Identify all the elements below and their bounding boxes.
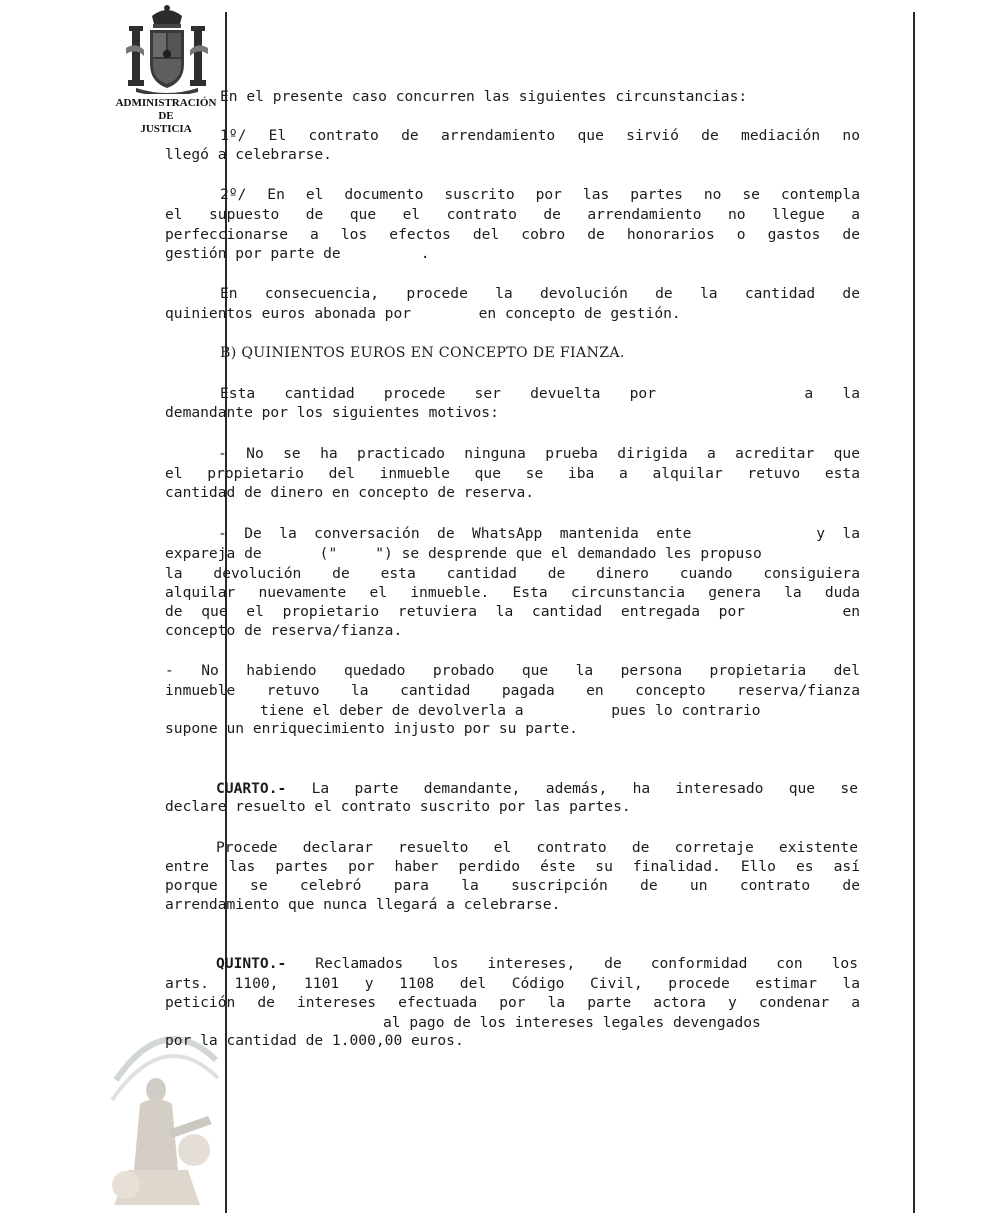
text-fragment: quinientos euros abonada por <box>165 305 412 322</box>
quinto-line-4 <box>383 1013 858 1032</box>
resolution-line-1: Procede declarar resuelto el contrato de corretaje existente <box>216 839 858 856</box>
reason-3-line-3 <box>165 701 857 720</box>
text-fragment: - De la conversación de WhatsApp mantenida ente <box>218 525 692 542</box>
resolution-line-2: entre las partes por haber perdido éste su finalidad. Ello es así <box>165 858 860 875</box>
org-line-2: DE <box>158 110 174 122</box>
reason-2-line-3: la devolución de esta cantidad de dinero cuando consiguiera <box>165 565 860 582</box>
reason-1-line-3: cantidad de dinero en concepto de reserva. <box>165 484 535 501</box>
text-fragment: La parte demandante, además, ha interesado que se <box>311 780 858 797</box>
org-line-3: JUSTICIA <box>140 123 192 135</box>
consequence-line-2 <box>165 304 857 323</box>
text-fragment: a la <box>804 385 860 402</box>
text-fragment: y la <box>816 525 860 542</box>
consequence-line-1: En consecuencia, procede la devolución de la cantidad de <box>220 285 860 302</box>
cuarto-line-1 <box>216 779 858 798</box>
text-fragment: expareja de <box>165 545 262 562</box>
circumstance-2-line-4 <box>165 244 857 263</box>
org-line-1: ADMINISTRACIÓN <box>115 97 217 109</box>
reason-3-line-2: inmueble retuvo la cantidad pagada en concepto reserva/fianza <box>165 682 860 699</box>
right-margin-rule <box>913 12 915 1213</box>
text-fragment: . <box>420 245 430 262</box>
quinto-line-2: arts. 1100, 1101 y 1108 del Código Civil, procede estimar la <box>165 975 860 992</box>
circumstance-1-line-2: llegó a celebrarse. <box>165 146 332 163</box>
reason-2-line-4: alquilar nuevamente el inmueble. Esta circunstancia genera la duda <box>165 584 860 601</box>
text-fragment: gestión por parte de <box>165 245 341 262</box>
text-fragment: en concepto de gestión. <box>478 305 681 322</box>
cuarto-heading: CUARTO.- <box>216 780 287 797</box>
court-administration-label <box>104 97 228 136</box>
resolution-line-4: arrendamiento que nunca llegará a celebrarse. <box>165 896 561 913</box>
circumstance-2-line-1: 2º/ En el documento suscrito por las partes no se contempla <box>220 186 860 203</box>
quinto-heading: QUINTO.- <box>216 955 287 972</box>
text-fragment: al pago de los intereses legales devengados <box>383 1014 761 1031</box>
text-fragment: ") se desprende que el demandado les propuso <box>375 545 762 562</box>
resolution-line-3: porque se celebró para la suscripción de un contrato de <box>165 877 860 894</box>
text-fragment: pues lo contrario <box>611 702 761 719</box>
reason-2-line-2 <box>165 544 857 563</box>
text-fragment: en <box>842 603 860 620</box>
reason-1-line-1: - No se ha practicado ninguna prueba dirigida a acreditar que <box>218 445 860 462</box>
text-fragment: tiene el deber de devolverla a <box>260 702 524 719</box>
text-fragment: Reclamados los intereses, de conformidad con los <box>315 955 858 972</box>
coat-of-arms-icon <box>122 2 212 94</box>
circumstance-2-line-2: el supuesto de que el contrato de arrendamiento no llegue a <box>165 206 860 223</box>
section-b-heading: B) QUINIENTOS EUROS EN CONCEPTO DE FIANZA. <box>220 345 625 361</box>
text-fragment: Esta cantidad procede ser devuelta por <box>220 385 656 402</box>
reason-2-line-1 <box>218 524 860 543</box>
reason-1-line-2: el propietario del inmueble que se iba a alquilar retuvo esta <box>165 465 860 482</box>
deposit-line-2: demandante por los siguientes motivos: <box>165 404 499 421</box>
reason-3-line-1: - No habiendo quedado probado que la persona propietaria del <box>165 662 860 679</box>
text-fragment: de que el propietario retuviera la cantidad entregada por <box>165 603 746 620</box>
quinto-line-5: por la cantidad de 1.000,00 euros. <box>165 1032 464 1049</box>
reason-2-line-5 <box>165 602 860 621</box>
deposit-line-1 <box>220 384 860 403</box>
quinto-line-3: petición de intereses efectuada por la parte actora y condenar a <box>165 994 860 1011</box>
paragraph-intro: En el presente caso concurren las siguientes circunstancias: <box>220 88 748 105</box>
circumstance-2-line-3: perfeccionarse a los efectos del cobro de honorarios o gastos de <box>165 226 860 243</box>
cuarto-line-2: declare resuelto el contrato suscrito por las partes. <box>165 798 631 815</box>
reason-2-line-6: concepto de reserva/fianza. <box>165 622 403 639</box>
reason-3-line-4: supone un enriquecimiento injusto por su parte. <box>165 720 578 737</box>
text-fragment: (" <box>319 545 338 562</box>
circumstance-1-line-1: 1º/ El contrato de arrendamiento que sirvió de mediación no <box>220 127 860 144</box>
quinto-line-1 <box>216 954 858 973</box>
